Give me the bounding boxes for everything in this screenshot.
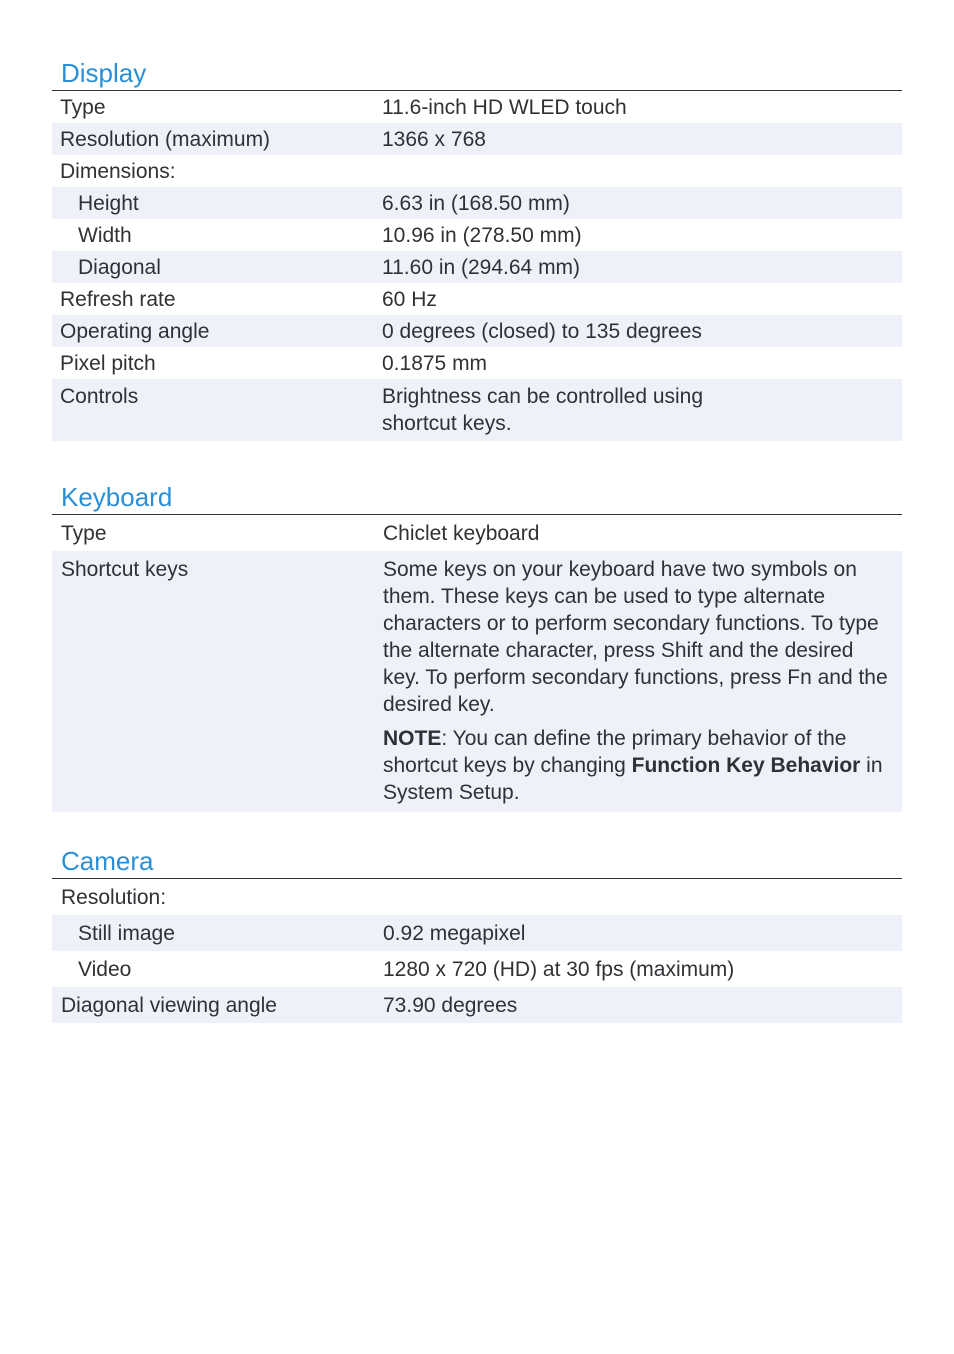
spec-label: Type xyxy=(60,96,106,119)
spec-label: Pixel pitch xyxy=(60,352,156,375)
spec-row-dimensions xyxy=(52,155,902,187)
note-text: : You can define the primary behavior of the shortcut keys by changing xyxy=(383,727,847,777)
spec-row-resolution xyxy=(52,879,902,915)
spec-row-type xyxy=(52,91,902,123)
spec-label: Diagonal xyxy=(78,256,161,279)
spec-label: Diagonal viewing angle xyxy=(61,994,277,1017)
spec-label: Video xyxy=(78,958,132,981)
camera-section xyxy=(52,844,902,1023)
note-label: NOTE xyxy=(383,727,442,750)
spec-value: 1280 x 720 (HD) at 30 fps (maximum) xyxy=(383,958,735,981)
spec-value: 11.60 in (294.64 mm) xyxy=(382,256,581,279)
spec-label: Height xyxy=(78,192,139,215)
spec-value-line: shortcut keys. xyxy=(382,412,512,435)
keyboard-section xyxy=(52,480,902,812)
spec-value: 10.96 in (278.50 mm) xyxy=(382,224,582,247)
spec-label: Controls xyxy=(60,385,139,408)
spec-label: Resolution: xyxy=(61,886,167,909)
spec-row-shortcut-keys xyxy=(52,551,902,812)
spec-row-diagonal xyxy=(52,251,902,283)
spec-row-keyboard-type xyxy=(52,515,902,551)
spec-value: 1366 x 768 xyxy=(382,128,486,151)
keyboard-heading: Keyboard xyxy=(61,482,173,512)
shortcut-note xyxy=(383,725,890,806)
spec-label: Width xyxy=(78,224,132,247)
spec-label: Dimensions: xyxy=(60,160,176,183)
spec-value: 60 Hz xyxy=(382,288,437,311)
note-text: in System Setup. xyxy=(383,754,883,804)
spec-value xyxy=(383,884,902,911)
spec-row-width xyxy=(52,219,902,251)
spec-value: 0 degrees (closed) to 135 degrees xyxy=(382,320,702,343)
spec-value: 6.63 in (168.50 mm) xyxy=(382,192,570,215)
spec-row-still-image xyxy=(52,915,902,951)
note-emphasis: Function Key Behavior xyxy=(631,754,861,777)
spec-label: Refresh rate xyxy=(60,288,176,311)
spec-label: Type xyxy=(61,522,107,545)
spec-row-viewing-angle xyxy=(52,987,902,1023)
spec-value xyxy=(382,383,902,437)
spec-value: 0.1875 mm xyxy=(382,352,488,375)
spec-value xyxy=(383,556,902,806)
spec-value-line: Brightness can be controlled using xyxy=(382,385,704,408)
display-section xyxy=(52,56,902,441)
display-heading: Display xyxy=(61,58,147,88)
spec-value: 11.6-inch HD WLED touch xyxy=(382,96,627,119)
spec-row-pixel-pitch xyxy=(52,347,902,379)
spec-row-resolution xyxy=(52,123,902,155)
spec-row-operating-angle xyxy=(52,315,902,347)
spec-value: 0.92 megapixel xyxy=(383,922,526,945)
spec-value xyxy=(382,158,902,185)
spec-row-height xyxy=(52,187,902,219)
spec-value: Chiclet keyboard xyxy=(383,522,540,545)
spec-label: Shortcut keys xyxy=(61,558,189,581)
spec-row-video xyxy=(52,951,902,987)
shortcut-description: Some keys on your keyboard have two symbols on them. These keys can be used to type alternate characters or to perform secondary functions. To type the alternate character, press Shift and the desired key. To perform secondary functions, press Fn and the desired key. xyxy=(383,558,888,716)
spec-row-refresh-rate xyxy=(52,283,902,315)
camera-heading: Camera xyxy=(61,846,154,876)
spec-value: 73.90 degrees xyxy=(383,994,518,1017)
spec-label: Operating angle xyxy=(60,320,210,343)
spec-label: Resolution (maximum) xyxy=(60,128,271,151)
spec-row-controls xyxy=(52,379,902,441)
spec-label: Still image xyxy=(78,922,175,945)
